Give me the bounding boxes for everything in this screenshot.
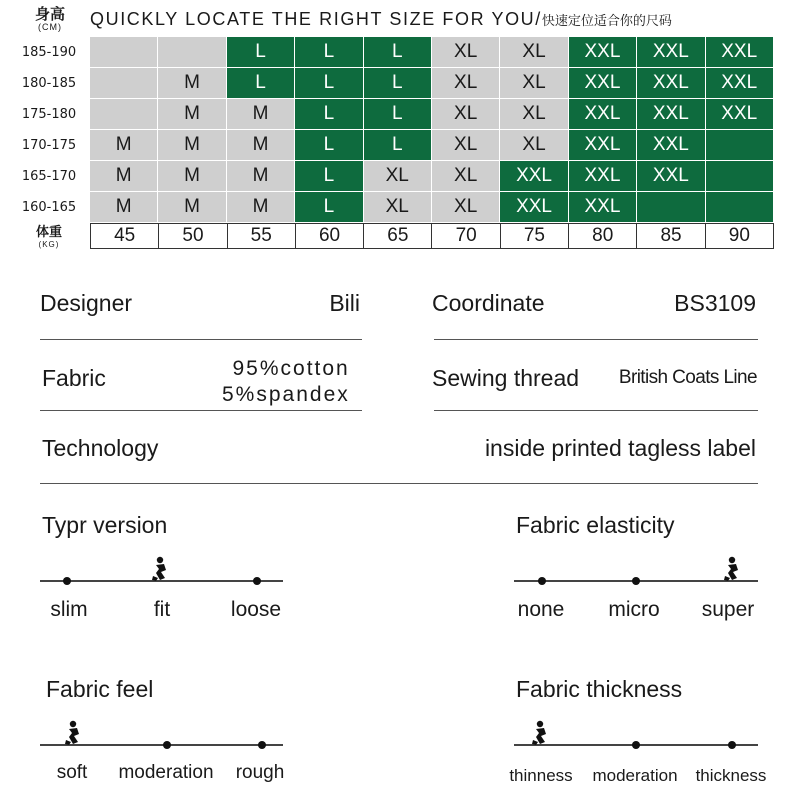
height-header [20, 6, 80, 32]
size-cell: M [158, 99, 226, 130]
weight-value: 65 [364, 224, 432, 248]
fabric-composition [222, 356, 350, 408]
fabric-elasticity-option-micro: micro [608, 598, 660, 621]
size-cell: XL [432, 99, 500, 130]
size-cell: XXL [500, 161, 568, 192]
size-cell: XXL [706, 68, 774, 99]
size-cell: XXL [637, 130, 705, 161]
size-cell: XL [364, 161, 432, 192]
size-cell: XXL [569, 130, 637, 161]
size-cell [90, 37, 158, 68]
divider [434, 339, 758, 340]
weight-value: 70 [432, 224, 500, 248]
figure-marker-icon [63, 720, 85, 746]
fabric-feel-option-soft: soft [56, 762, 88, 783]
size-row [90, 192, 774, 223]
size-row [90, 37, 774, 68]
fabric-elasticity-title: Fabric elasticity [516, 512, 675, 538]
fabric-thickness-option-thinness: thinness [509, 766, 573, 785]
type-version-dot-loose [253, 577, 261, 585]
fabric-thickness-dot-thickness [728, 741, 736, 749]
divider [40, 483, 758, 484]
sewing-thread-value: British Coats Line [618, 367, 757, 388]
size-cell [90, 99, 158, 130]
weight-value: 85 [637, 224, 705, 248]
fabric-thickness-title: Fabric thickness [516, 676, 683, 702]
height-range-label: 165-170 [21, 169, 77, 184]
size-cell [706, 161, 774, 192]
size-cell: XL [364, 192, 432, 223]
size-cell: XXL [706, 37, 774, 68]
height-label: 身高 [34, 5, 65, 23]
chart-title-en: QUICKLY LOCATE THE RIGHT SIZE FOR YOU/ [90, 9, 542, 29]
size-cell: M [227, 130, 295, 161]
size-grid [90, 37, 774, 249]
weight-value: 80 [569, 224, 637, 248]
size-cell: M [158, 192, 226, 223]
size-grid-rows [90, 37, 774, 223]
size-cell: M [90, 192, 158, 223]
size-cell: XXL [569, 68, 637, 99]
weight-value: 90 [728, 225, 750, 246]
weight-value: 60 [296, 224, 364, 248]
size-cell: M [227, 99, 295, 130]
size-cell: L [295, 37, 363, 68]
size-cell: L [295, 68, 363, 99]
size-cell: L [295, 130, 363, 161]
designer-value: Bili [329, 290, 360, 316]
size-cell: XXL [637, 161, 705, 192]
size-cell: XXL [637, 37, 705, 68]
size-cell: XL [432, 192, 500, 223]
weight-value: 55 [228, 224, 296, 248]
weight-value: 45 [91, 224, 159, 248]
height-unit: (CM) [38, 22, 62, 32]
size-cell: L [227, 68, 295, 99]
fabric-feel-dot-rough [258, 741, 266, 749]
size-cell: XL [432, 161, 500, 192]
fabric-thickness-dot-moderation [632, 741, 640, 749]
size-cell: XL [500, 68, 568, 99]
chart-title [90, 9, 672, 30]
fabric-elasticity-dot-micro [632, 577, 640, 585]
figure-marker-icon [530, 720, 552, 746]
figure-marker-icon [150, 556, 172, 582]
chart-title-cn: 快速定位适合你的尺码 [541, 14, 672, 29]
size-cell: L [227, 37, 295, 68]
size-row [90, 99, 774, 130]
size-cell: L [295, 99, 363, 130]
divider [434, 410, 758, 411]
type-version-option-fit: fit [153, 598, 171, 621]
size-cell [158, 37, 226, 68]
fabric-thickness-option-thickness: thickness [695, 766, 767, 785]
fabric-feel-option-moderation: moderation [118, 762, 214, 783]
size-cell: XXL [569, 161, 637, 192]
coordinate-value: BS3109 [674, 290, 756, 316]
divider [40, 410, 362, 411]
size-row [90, 130, 774, 161]
size-cell: M [90, 161, 158, 192]
size-row [90, 161, 774, 192]
type-version-dot-slim [63, 577, 71, 585]
size-cell: M [158, 130, 226, 161]
size-cell [637, 192, 705, 223]
height-range-label: 175-180 [21, 107, 77, 122]
coordinate-label: Coordinate [432, 290, 545, 316]
size-row [90, 68, 774, 99]
fabric-elasticity-option-none: none [517, 598, 565, 621]
size-cell: XXL [500, 192, 568, 223]
fabric-elasticity-option-super: super [701, 598, 755, 621]
size-cell: L [295, 161, 363, 192]
size-cell: XXL [569, 192, 637, 223]
size-cell: L [295, 192, 363, 223]
size-cell: XL [500, 37, 568, 68]
size-cell [90, 68, 158, 99]
technology-label: Technology [42, 435, 159, 461]
size-cell: XL [432, 130, 500, 161]
size-cell: XL [432, 37, 500, 68]
height-range-label: 180-185 [21, 76, 77, 91]
size-cell [706, 192, 774, 223]
fabric-feel-title: Fabric feel [46, 676, 154, 702]
weight-value: 75 [501, 224, 569, 248]
size-cell: XXL [637, 68, 705, 99]
size-cell: XXL [569, 37, 637, 68]
fabric-feel-dot-moderation [163, 741, 171, 749]
size-cell: L [364, 37, 432, 68]
size-cell: XXL [569, 99, 637, 130]
size-cell: M [227, 192, 295, 223]
size-cell: L [364, 68, 432, 99]
size-cell: M [90, 130, 158, 161]
size-cell: XL [500, 130, 568, 161]
size-cell: L [364, 130, 432, 161]
height-range-label: 160-165 [21, 200, 77, 215]
size-cell [706, 130, 774, 161]
figure-marker-icon [722, 556, 744, 582]
size-cell: M [158, 68, 226, 99]
type-version-option-slim: slim [50, 598, 88, 621]
size-cell: XXL [706, 99, 774, 130]
size-cell: XL [500, 99, 568, 130]
weight-value: 50 [159, 224, 227, 248]
weight-label: 体重 [35, 225, 62, 240]
size-cell: M [158, 161, 226, 192]
technology-value: inside printed tagless label [484, 435, 756, 461]
fabric-elasticity-dot-none [538, 577, 546, 585]
size-cell: XXL [637, 99, 705, 130]
weight-header [14, 225, 84, 249]
size-cell: L [364, 99, 432, 130]
height-range-label: 170-175 [21, 138, 77, 153]
weight-row [90, 223, 774, 249]
sewing-thread-label: Sewing thread [432, 365, 580, 391]
size-cell: M [227, 161, 295, 192]
designer-label: Designer [40, 290, 133, 316]
fabric-label: Fabric [42, 365, 106, 391]
weight-unit: (KG) [38, 240, 60, 249]
fabric-line-cotton: 95%cotton [232, 357, 350, 380]
type-version-option-loose: loose [230, 598, 282, 621]
type-version-title: Typr version [42, 512, 168, 538]
fabric-line-spandex: 5%spandex [222, 383, 350, 406]
fabric-feel-option-rough: rough [235, 762, 285, 783]
height-range-label: 185-190 [21, 45, 77, 60]
fabric-thickness-option-moderation: moderation [592, 766, 678, 785]
size-cell: XL [432, 68, 500, 99]
divider [40, 339, 362, 340]
